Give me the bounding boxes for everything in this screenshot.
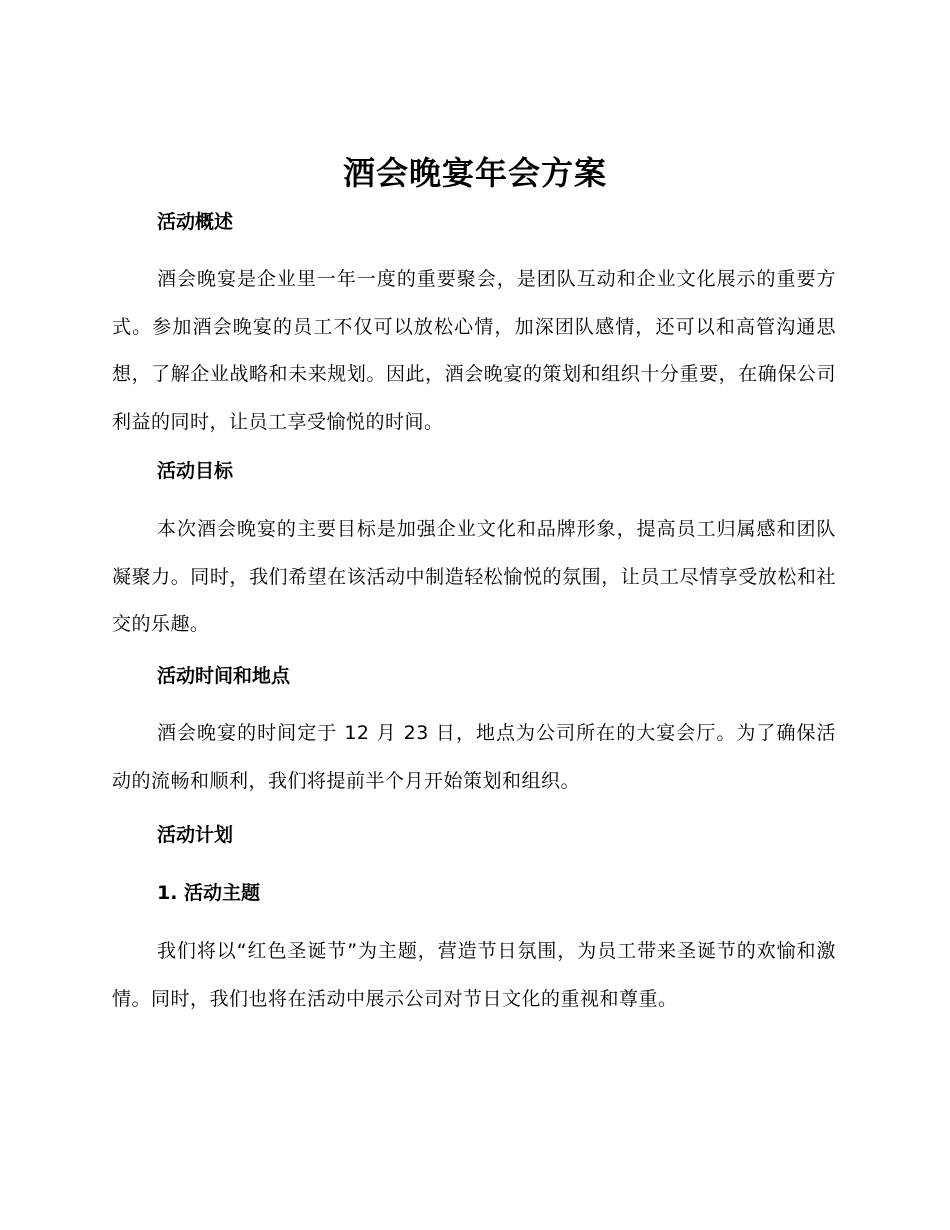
section-paragraph-time-place: 酒会晚宴的时间定于 12 月 23 日，地点为公司所在的大宴会厅。为了确保活动的流畅和顺利，我们将提前半个月开始策划和组织。 — [112, 722, 836, 792]
section-heading-overview: 活动概述 — [157, 211, 234, 233]
section-paragraph-overview: 酒会晚宴是企业里一年一度的重要聚会，是团队互动和企业文化展示的重要方式。参加酒会晚宴的员工不仅可以放松心情，加深团队感情，还可以和高管沟通思想，了解企业战略和未来规划。因此，酒会晚宴的策划和组织十分重要，在确保公司利益的同时，让员工享受愉悦的时间。 — [112, 268, 836, 433]
document-title: 酒会晚宴年会方案 — [342, 154, 607, 192]
section-heading-theme: 1. 活动主题 — [157, 882, 261, 904]
section-paragraph-goals: 本次酒会晚宴的主要目标是加强企业文化和品牌形象，提高员工归属感和团队凝聚力。同时，我们希望在该活动中制造轻松愉悦的氛围，让员工尽情享受放松和社交的乐趣。 — [112, 518, 836, 635]
section-paragraph-theme: 我们将以“红色圣诞节”为主题，营造节日氛围，为员工带来圣诞节的欢愉和激情。同时，我们也将在活动中展示公司对节日文化的重视和尊重。 — [112, 940, 836, 1010]
section-heading-time-place: 活动时间和地点 — [157, 665, 291, 687]
section-heading-goals: 活动目标 — [157, 460, 234, 482]
section-heading-plan: 活动计划 — [157, 824, 234, 846]
